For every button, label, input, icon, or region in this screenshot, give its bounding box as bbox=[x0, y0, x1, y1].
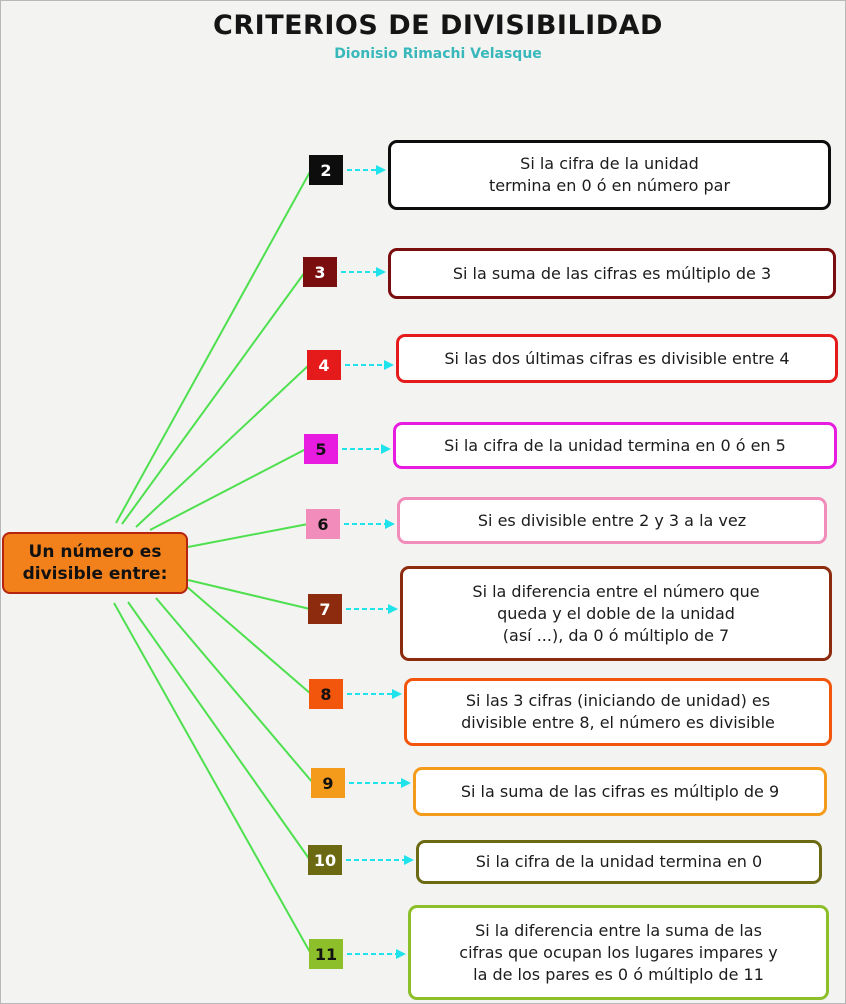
rule-text-line: (así ...), da 0 ó múltiplo de 7 bbox=[502, 625, 730, 645]
rule-box-5 bbox=[393, 422, 837, 469]
rule-box-7 bbox=[400, 566, 832, 661]
rule-text-line: divisible entre 8, el número es divisible bbox=[461, 713, 775, 732]
author-credit: Dionisio Rimachi Velasque bbox=[334, 46, 542, 62]
connector-line-3 bbox=[122, 272, 305, 524]
rule-text-line: la de los pares es 0 ó múltiplo de 11 bbox=[473, 964, 764, 984]
root-node bbox=[2, 532, 188, 594]
divisor-badge-8: 8 bbox=[309, 679, 343, 709]
rule-box-9 bbox=[413, 767, 827, 816]
root-label-line2: divisible entre: bbox=[22, 564, 168, 584]
rule-text-line: Si es divisible entre 2 y 3 a la vez bbox=[477, 510, 747, 530]
rule-text-line: cifras que ocupan los lugares impares y bbox=[459, 942, 778, 962]
divisor-badge-10: 10 bbox=[308, 845, 342, 875]
connector-line-8 bbox=[186, 586, 311, 694]
rule-box-8 bbox=[404, 678, 832, 746]
rule-box-3 bbox=[388, 248, 836, 299]
rule-text-line: queda y el doble de la unidad bbox=[497, 603, 735, 623]
connector-line-9 bbox=[156, 598, 313, 783]
rule-text-line: Si la cifra de la unidad termina en 0 ó en 5 bbox=[444, 435, 786, 455]
rule-box-2 bbox=[388, 140, 831, 210]
divisor-badge-6: 6 bbox=[306, 509, 340, 539]
rule-box-11 bbox=[408, 905, 829, 1000]
rule-text-line: Si la suma de las cifras es múltiplo de 9 bbox=[460, 781, 780, 801]
rule-text-line: Si las 3 cifras (iniciando de unidad) es bbox=[465, 691, 771, 710]
rule-text-line: Si la diferencia entre el número que bbox=[472, 581, 760, 601]
divisor-badge-7: 7 bbox=[308, 594, 342, 624]
rule-text-line: Si la cifra de la unidad bbox=[520, 154, 699, 173]
connector-line-5 bbox=[150, 449, 306, 530]
connector-line-6 bbox=[188, 524, 308, 547]
divisor-badge-4: 4 bbox=[307, 350, 341, 380]
divisor-badge-9: 9 bbox=[311, 768, 345, 798]
rule-box-10 bbox=[416, 840, 822, 884]
rule-text-line: Si la suma de las cifras es múltiplo de 3 bbox=[452, 263, 772, 283]
root-label-line1: Un número es bbox=[28, 542, 162, 562]
rule-text-line: Si las dos últimas cifras es divisible entre 4 bbox=[444, 348, 790, 368]
rule-text-line: Si la diferencia entre la suma de las bbox=[475, 920, 762, 940]
divisor-badge-5: 5 bbox=[304, 434, 338, 464]
divisor-badge-11: 11 bbox=[309, 939, 343, 969]
rule-box-6 bbox=[397, 497, 827, 544]
connector-line-10 bbox=[128, 602, 310, 860]
divisor-badge-2: 2 bbox=[309, 155, 343, 185]
connector-line-2 bbox=[116, 170, 311, 523]
rule-box-4 bbox=[396, 334, 838, 383]
connector-line-4 bbox=[136, 365, 309, 527]
rule-text-line: Si la cifra de la unidad termina en 0 bbox=[475, 852, 763, 871]
rule-text-line: termina en 0 ó en número par bbox=[488, 176, 731, 195]
diagram-title: CRITERIOS DE DIVISIBILIDAD bbox=[213, 10, 663, 41]
connector-line-11 bbox=[114, 603, 311, 954]
divisor-badge-3: 3 bbox=[303, 257, 337, 287]
